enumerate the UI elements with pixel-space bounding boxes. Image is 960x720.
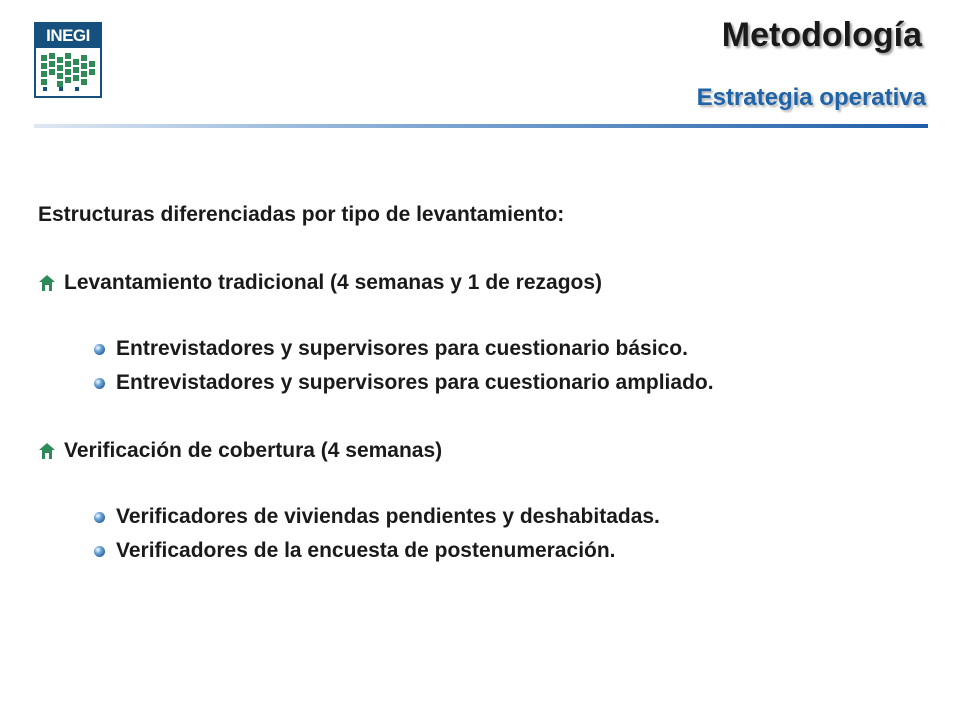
- bullet-dot-icon: [94, 378, 105, 389]
- bullet-dot-icon: [94, 512, 105, 523]
- house-icon: [38, 442, 56, 460]
- list-item-text: Verificadores de viviendas pendientes y deshabitadas.: [116, 505, 660, 528]
- page-title: Metodología: [721, 16, 922, 54]
- list-item: [64, 366, 938, 400]
- bullet-dot-icon: [94, 344, 105, 355]
- intro-text: Estructuras diferenciadas por tipo de levantamiento:: [38, 203, 565, 226]
- list-item-text: Entrevistadores y supervisores para cuestionario ampliado.: [116, 371, 714, 394]
- logo-text: INEGI: [36, 24, 100, 48]
- list-item-text: Entrevistadores y supervisores para cuestionario básico.: [116, 337, 688, 360]
- list-item: [64, 332, 938, 366]
- bullet-dot-icon: [94, 546, 105, 557]
- section-label: Verificación de cobertura (4 semanas): [64, 439, 443, 462]
- list-item: [64, 534, 938, 568]
- section-levantamiento-tradicional: [38, 266, 938, 400]
- inegi-logo: [34, 22, 102, 98]
- logo-grid-icon: [39, 51, 97, 93]
- section-verificacion-cobertura: [38, 434, 938, 568]
- header-divider: [34, 124, 928, 128]
- house-icon: [38, 274, 56, 292]
- page-subtitle: Estrategia operativa: [696, 84, 926, 111]
- list-item: [64, 500, 938, 534]
- sub-list: [64, 332, 938, 400]
- list-item-text: Verificadores de la encuesta de postenumeración.: [116, 539, 616, 562]
- sub-list: [64, 500, 938, 568]
- slide-content: [38, 198, 938, 568]
- section-label: Levantamiento tradicional (4 semanas y 1 de rezagos): [64, 271, 603, 294]
